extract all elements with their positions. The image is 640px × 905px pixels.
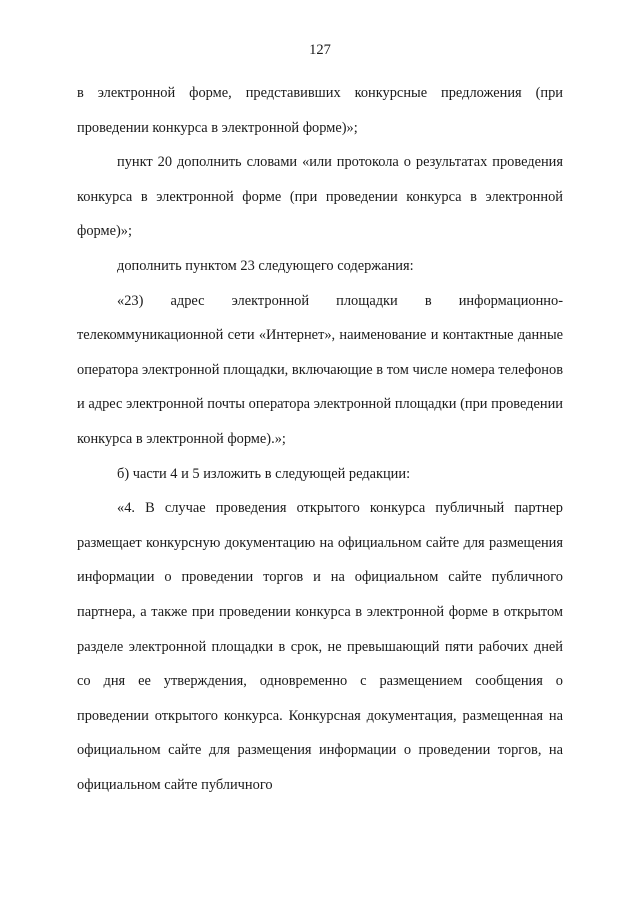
paragraph-point-20: пункт 20 дополнить словами «или протокола о результатах проведения конкурса в электронной форме (при проведении конкурса в электронной форме)»; — [77, 154, 563, 240]
paragraph-point-23-text: «23) адрес электронной площадки в информационно-телекоммуникационной сети «Интернет», наименование и контактные данные оператора электронной площадки, включающие в том числе номера телефонов и адрес электронной почты оператора электронной площадки (при проведении конкурса в электронной форме).»; — [77, 292, 563, 447]
page-number: 127 — [309, 42, 331, 58]
paragraph-continuation: в электронной форме, представивших конкурсные предложения (при проведении конкурса в электронной форме)»; — [77, 85, 563, 136]
paragraph-parts-4-5: б) части 4 и 5 изложить в следующей редакции: — [117, 465, 411, 482]
paragraph-add-point-23: дополнить пунктом 23 следующего содержания: — [117, 257, 414, 274]
paragraph-part-4-text: «4. В случае проведения открытого конкурса публичный партнер размещает конкурсную документацию на официальном сайте для размещения информации о проведении торгов и на официальном сайте публичного партнера, а также при проведении конкурса в электронной форме в открытом разделе электронной площадки в срок, не превышающий пяти рабочих дней со дня ее утверждения, одновременно с размещением сообщения о проведении открытого конкурса. Конкурсная документация, размещенная на официальном сайте для размещения информации о проведении торгов, на официальном сайте публичного — [77, 500, 563, 793]
document-body — [77, 76, 563, 802]
